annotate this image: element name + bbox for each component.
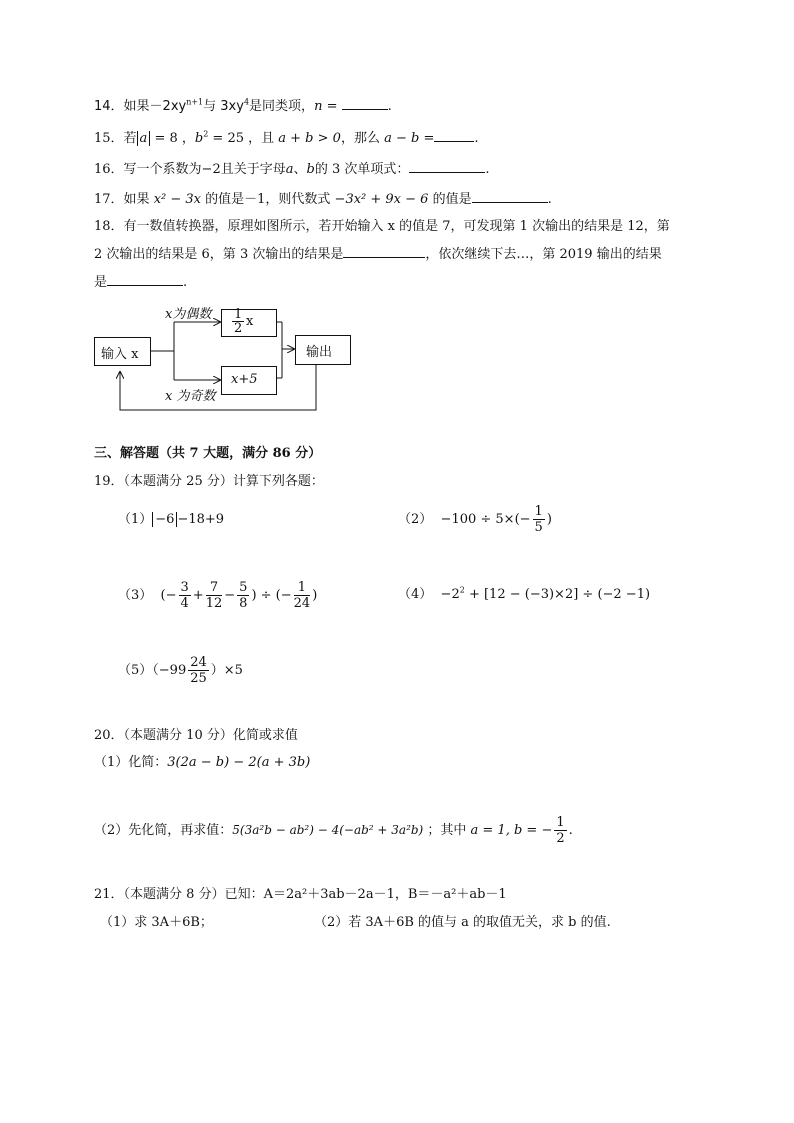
plus5-box: x+5 [221, 366, 277, 395]
question-17: 17．如果 x² − 3x 的值是－1，则代数式 −3x² + 9x − 6 的值是 . [94, 192, 552, 207]
q19-part-5: （5）（−99 $\frac{24}{25}$ ）×5 [118, 655, 243, 686]
q21-part-2: （2）若 3A＋6B 的值与 a 的取值无关，求 b 的值. [314, 915, 611, 930]
section-3-title: 三、解答题（共 7 大题，满分 86 分） [94, 446, 322, 461]
question-18-line-3: 是 . [94, 275, 188, 290]
q19-part-2: （2） −100 ÷ 5×(− $\frac{1}{5}$ ) [398, 504, 552, 535]
q19-part-4: $(4) -2^2 + [12 - (-3)\times 2] \div (-2 -1)$ [398, 585, 651, 602]
q20-part-2: （2）先化简，再求值：5(3a²b − ab²) − 4(−ab² + 3a²b) ；其中 a = 1, b = − $\frac{1}{2}$ . [94, 815, 573, 846]
question-20-title: 20．（本题满分 10 分）化简或求值 [94, 728, 298, 743]
input-box: 输入 x [94, 337, 151, 366]
question-14: 14．如果$-2xy^{n+1}$与 $3xy^4$是同类项，n = . [94, 97, 392, 114]
q19-part-1: （1） −6 −18+9 [118, 512, 225, 527]
question-21-title: 21．（本题满分 8 分）已知：A＝2a²＋3ab－2a－1，B＝－a²＋ab－1 [94, 887, 507, 902]
question-15: 15．若 a = 8 ，$b^2 = 25$ ，且 a + b > 0，那么 a − b = . [94, 129, 479, 146]
half-box: $\frac{1}{2}$ x [221, 309, 277, 337]
question-16: 16．写一个系数为−2且关于字母a、b的 3 次单项式： . [94, 162, 490, 177]
q20-part-1: （1）化简：3(2a − b) − 2(a + 3b) [94, 755, 311, 770]
question-18-line-1: 18．有一数值转换器，原理如图所示，若开始输入 x 的值是 7，可发现第 1 次输出的结果是 12，第 [94, 219, 670, 234]
question-18-line-2: 2 次输出的结果是 6，第 3 次输出的结果是 ，依次继续下去…，第 2019 输出的结果 [94, 247, 662, 262]
q21-part-1: （1）求 3A＋6B； [100, 915, 213, 930]
output-box: 输出 [295, 335, 351, 365]
flow-arrow-feedback [120, 363, 316, 410]
question-19-title: 19．（本题满分 25 分）计算下列各题： [94, 474, 324, 489]
even-label: x为偶数 [165, 307, 212, 322]
odd-label: x 为奇数 [165, 389, 216, 404]
q19-part-3: （3） (− $\frac{3}{4}$ + $\frac{7}{12}$ − $\frac{5}{8}$ ) ÷ (− $\frac{1}{24}$ ) [118, 580, 318, 611]
